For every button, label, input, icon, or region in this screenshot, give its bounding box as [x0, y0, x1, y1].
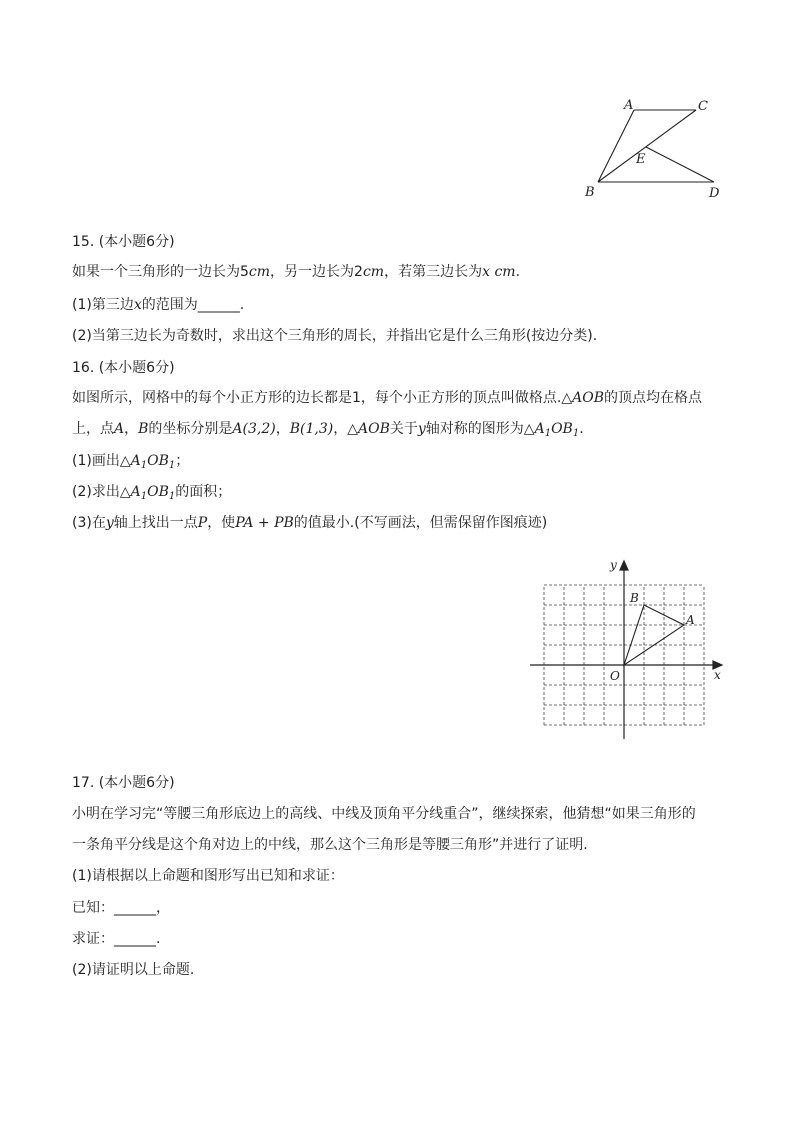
figure-triangle-abcde	[578, 92, 728, 204]
q17-known: 已知：______，	[72, 900, 170, 916]
q16-l2-triangle-aob: △AOB	[347, 421, 390, 437]
q16-l2-triangle-a1: △A	[523, 421, 545, 437]
q16-l2-text-1: 上，点	[72, 421, 114, 437]
q16-l2-comma-3: ，	[333, 421, 348, 437]
segment-ab	[598, 110, 634, 182]
q16-l2-coord-b: B(1,3)	[289, 421, 334, 437]
q16-part2-sub-1: 1	[140, 491, 148, 502]
q16-l1-triangle-aob: △AOB	[561, 390, 605, 406]
q16-l1-value-1: 1	[352, 390, 361, 406]
q17-prove: 求证：______.	[72, 931, 161, 947]
q16-l1-text-1: 如图所示，网格中的每个小正方形的边长都是	[72, 390, 352, 406]
q15-unit-cm-1: cm	[248, 264, 271, 280]
q16-l2-triangle-ob: OB	[551, 421, 573, 437]
q15-var-x: x	[482, 264, 490, 280]
q15-header: 15. (本小题6分)	[72, 234, 175, 250]
label-e: E	[636, 152, 646, 167]
q16-part1-post: ；	[175, 453, 190, 469]
axes	[530, 561, 722, 739]
q16-l1-text-2: ，每个小正方形的顶点叫做格点.	[360, 390, 562, 406]
q17-line4: (2)请证明以上命题.	[72, 962, 195, 978]
q16-part2-post: 的面积；	[175, 484, 232, 500]
q16-part1-triangle-a: △A	[119, 453, 141, 469]
label-b: B	[585, 185, 595, 200]
q17-line2: 一条角平分线是这个角对边上的中线，那么这个三角形是等腰三角形”并进行了证明.	[72, 837, 588, 853]
q16-part1-sub-1: 1	[140, 460, 148, 471]
q16-line1	[72, 388, 702, 408]
q16-l2-point-b: B	[138, 421, 149, 437]
q16-part3-text-3: ，使	[207, 515, 236, 531]
q15-part2: (2)当第三边长为奇数时，求出这个三角形的周长，并指出它是什么三角形(按边分类).	[72, 328, 598, 344]
label-d: D	[709, 186, 720, 201]
q16-part1-triangle-ob: OB	[147, 453, 169, 469]
figure-coordinate-grid	[524, 534, 724, 744]
segment-de	[646, 147, 714, 182]
q16-part3-point-p: P	[197, 515, 208, 531]
q16-l2-comma-2: ，	[275, 421, 290, 437]
y-axis-arrow	[620, 561, 628, 570]
q16-part1	[72, 451, 189, 476]
q17-line3: (1)请根据以上命题和图形写出已知和求证：	[72, 868, 344, 884]
q16-l2-sub-2: 1	[572, 428, 580, 439]
q16-l2-coord-a: A(3,2)	[232, 421, 276, 437]
q16-part3-text-2: 轴上找出一点	[113, 515, 198, 531]
q15-stem-text-2: ，另一边长为	[270, 264, 355, 280]
q16-part1-sub-2: 1	[168, 460, 176, 471]
q17-line1: 小明在学习完“等腰三角形底边上的高线、中线及顶角平分线重合”，继续探索，他猜想“如果三角形的	[72, 806, 696, 822]
q16-l2-axis-y: y	[417, 421, 426, 437]
q15-stem-text-3: ，若第三边长为	[384, 264, 483, 280]
q16-part1-pre: (1)画出	[72, 453, 120, 469]
q17-header: 17. (本小题6分)	[72, 775, 175, 791]
q16-l2-sub-1: 1	[544, 428, 552, 439]
q16-header: 16. (本小题6分)	[72, 360, 175, 376]
label-point-a: A	[686, 613, 695, 627]
q16-l2-text-2: 的坐标分别是	[148, 421, 233, 437]
q15-stem-text-1: 如果一个三角形的一边长为	[72, 264, 240, 280]
q16-l2-comma-1: ，	[124, 421, 139, 437]
q16-part2	[72, 482, 231, 507]
q16-part3-expr: PA + PB	[235, 515, 294, 531]
q16-l2-text-3: 关于	[389, 421, 418, 437]
q16-part2-triangle-a: △A	[119, 484, 141, 500]
q15-part1-pre: (1)第三边	[72, 297, 134, 313]
q15-value-2: 2	[354, 264, 363, 280]
q16-part3-pre: (3)在	[72, 515, 106, 531]
q16-l2-point-a: A	[114, 421, 125, 437]
q15-unit-cm-3: cm	[490, 264, 516, 280]
q16-l2-text-4: 轴对称的图形为	[425, 421, 524, 437]
q16-part2-sub-2: 1	[168, 491, 176, 502]
label-a: A	[624, 98, 634, 113]
triangle-aob-shape	[624, 605, 684, 665]
q15-part1-var-x: x	[133, 297, 142, 313]
q16-line2	[72, 419, 584, 444]
q15-value-5: 5	[240, 264, 249, 280]
q15-unit-cm-2: cm	[362, 264, 385, 280]
q16-part3-axis-y: y	[105, 515, 114, 531]
q16-l2-end: .	[579, 421, 584, 437]
q16-l1-text-3: 的顶点均在格点	[604, 390, 703, 406]
q15-stem	[72, 262, 520, 282]
triangle-aob	[624, 605, 684, 665]
axis-label-y: y	[610, 558, 617, 572]
q16-part2-triangle-ob: OB	[147, 484, 169, 500]
q15-part1-post: 的范围为______.	[141, 297, 245, 313]
q16-part3	[72, 513, 547, 533]
q15-stem-end: .	[515, 264, 521, 280]
q15-part1	[72, 295, 244, 315]
q16-part2-pre: (2)求出	[72, 484, 120, 500]
q16-part3-post: 的值最小.(不写画法，但需保留作图痕迹)	[293, 515, 548, 531]
label-origin-o: O	[610, 669, 620, 683]
axis-label-x: x	[714, 668, 721, 682]
segment-cb	[598, 110, 696, 182]
label-point-b: B	[630, 591, 639, 605]
label-c: C	[698, 99, 708, 114]
